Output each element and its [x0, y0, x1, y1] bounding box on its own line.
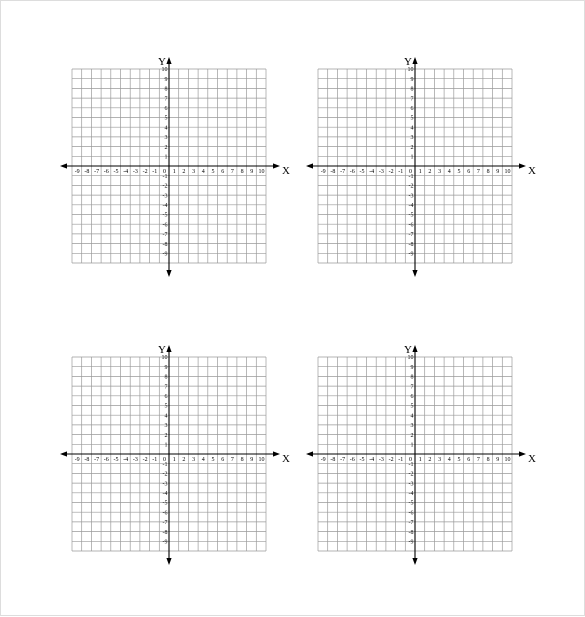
coordinate-grid-2	[306, 56, 536, 277]
x-tick-label: -8	[330, 169, 336, 175]
x-tick-label: 6	[467, 457, 471, 463]
y-tick-label: 4	[410, 413, 414, 420]
x-tick-label: -3	[378, 457, 384, 463]
y-tick-label: -6	[408, 222, 414, 229]
x-axis-arrow-left-icon	[60, 451, 67, 456]
x-tick-label: -7	[340, 169, 346, 175]
x-axis-arrow-right-icon	[273, 163, 280, 168]
x-tick-label: 0	[163, 169, 166, 175]
x-tick-label: -8	[84, 169, 90, 175]
x-tick-label: -2	[142, 169, 148, 175]
x-tick-label: -4	[123, 169, 129, 175]
x-tick-label: 9	[250, 457, 254, 463]
x-axis-arrow-left-icon	[306, 451, 313, 456]
x-tick-label: -9	[74, 457, 80, 463]
y-tick-label: 7	[410, 96, 414, 103]
y-tick-label: -4	[408, 203, 414, 209]
y-tick-label: 8	[164, 86, 168, 93]
y-tick-label: 3	[164, 423, 168, 430]
y-axis-arrow-up-icon	[412, 345, 417, 352]
x-tick-label: -8	[84, 457, 90, 463]
y-axis-arrow-down-icon	[412, 270, 417, 277]
x-tick-label: 4	[201, 169, 205, 175]
y-tick-label: -8	[408, 529, 414, 536]
x-axis-label: X	[282, 165, 290, 177]
x-tick-label: 8	[240, 457, 244, 463]
x-tick-label: 3	[192, 457, 196, 463]
x-tick-label: -1	[398, 457, 404, 463]
x-axis-arrow-right-icon	[519, 163, 526, 168]
x-tick-label: 10	[504, 457, 511, 463]
y-tick-label: -3	[162, 481, 168, 488]
y-tick-label: -6	[162, 222, 168, 229]
x-tick-label: 10	[258, 457, 265, 463]
x-tick-label: 5	[457, 169, 461, 175]
y-tick-label: 6	[164, 106, 168, 112]
x-tick-label: -8	[330, 457, 336, 463]
x-tick-label: 8	[240, 169, 244, 175]
x-tick-label: 7	[230, 457, 234, 463]
y-axis-arrow-down-icon	[166, 558, 171, 565]
y-tick-label: -9	[162, 539, 168, 546]
x-tick-label: 5	[211, 457, 215, 463]
x-tick-label: 8	[486, 457, 490, 463]
x-tick-label: -2	[388, 457, 394, 463]
y-tick-label: 10	[407, 67, 414, 74]
y-tick-label: 1	[164, 442, 168, 449]
y-tick-label: -8	[162, 529, 168, 536]
y-axis-label: Y	[158, 56, 166, 68]
x-tick-label: -9	[320, 169, 326, 175]
y-tick-label: 5	[410, 403, 414, 410]
y-tick-label: 7	[164, 96, 168, 103]
y-tick-label: 3	[410, 423, 414, 430]
y-tick-label: 9	[164, 76, 168, 83]
coordinate-grid-3	[60, 344, 290, 565]
x-tick-label: -5	[359, 169, 365, 175]
x-tick-label: -3	[132, 169, 138, 175]
x-tick-label: -4	[123, 457, 129, 463]
y-tick-label: 4	[410, 125, 414, 132]
y-axis-arrow-up-icon	[166, 345, 171, 352]
x-tick-label: 4	[201, 457, 205, 463]
y-axis-label: Y	[404, 344, 412, 356]
y-tick-label: 7	[410, 384, 414, 391]
x-tick-label: -2	[388, 169, 394, 175]
x-tick-label: -7	[340, 457, 346, 463]
y-tick-label: 2	[410, 144, 414, 151]
y-tick-label: 5	[164, 403, 168, 410]
x-tick-label: -5	[113, 169, 119, 175]
y-tick-label: 7	[164, 384, 168, 391]
y-axis-arrow-down-icon	[166, 270, 171, 277]
y-tick-label: -1	[408, 461, 414, 468]
x-tick-label: 1	[418, 169, 422, 175]
x-tick-label: -2	[142, 457, 148, 463]
x-tick-label: -9	[74, 169, 80, 175]
x-tick-label: 6	[221, 169, 225, 175]
y-tick-label: -2	[408, 471, 414, 478]
x-tick-label: 1	[418, 457, 422, 463]
x-axis-label: X	[528, 453, 536, 465]
y-axis-label: Y	[158, 344, 166, 356]
y-tick-label: -5	[408, 212, 414, 219]
x-tick-label: 4	[447, 457, 451, 463]
y-tick-label: 6	[410, 106, 414, 112]
y-tick-label: -4	[162, 203, 168, 209]
x-tick-label: 7	[476, 457, 480, 463]
x-tick-label: 7	[476, 169, 480, 175]
y-tick-label: -5	[408, 500, 414, 507]
x-axis-arrow-right-icon	[519, 451, 526, 456]
y-tick-label: 1	[410, 442, 414, 449]
y-tick-label: 5	[164, 115, 168, 122]
y-tick-label: -7	[162, 232, 168, 239]
x-tick-label: -4	[369, 457, 375, 463]
y-tick-label: 8	[410, 374, 414, 381]
y-tick-label: -6	[408, 510, 414, 517]
x-tick-label: 3	[192, 169, 196, 175]
y-axis-arrow-up-icon	[166, 57, 171, 64]
x-tick-label: -6	[349, 169, 355, 175]
x-tick-label: -6	[349, 457, 355, 463]
x-tick-label: 2	[428, 457, 432, 463]
x-axis-arrow-right-icon	[273, 451, 280, 456]
x-tick-label: 10	[258, 169, 265, 175]
y-axis-arrow-up-icon	[412, 57, 417, 64]
y-tick-label: -2	[162, 183, 168, 190]
y-tick-label: -7	[408, 520, 414, 527]
y-tick-label: 8	[410, 86, 414, 93]
x-tick-label: -3	[132, 457, 138, 463]
y-tick-label: -5	[162, 212, 168, 219]
x-axis-arrow-left-icon	[60, 163, 67, 168]
y-tick-label: -7	[162, 520, 168, 527]
x-tick-label: -9	[320, 457, 326, 463]
y-tick-label: 4	[164, 125, 168, 132]
y-tick-label: 6	[164, 394, 168, 400]
y-tick-label: -8	[162, 241, 168, 248]
x-tick-label: 2	[182, 169, 186, 175]
y-tick-label: -1	[162, 461, 168, 468]
x-tick-label: 3	[438, 169, 442, 175]
x-tick-label: -4	[369, 169, 375, 175]
y-tick-label: -3	[162, 193, 168, 200]
y-axis-arrow-down-icon	[412, 558, 417, 565]
x-tick-label: 1	[172, 457, 176, 463]
y-tick-label: 4	[164, 413, 168, 420]
x-tick-label: -3	[378, 169, 384, 175]
y-tick-label: -4	[162, 491, 168, 497]
x-tick-label: -1	[398, 169, 404, 175]
y-tick-label: -5	[162, 500, 168, 507]
x-tick-label: 0	[409, 457, 412, 463]
y-tick-label: -8	[408, 241, 414, 248]
x-tick-label: -1	[152, 169, 158, 175]
x-tick-label: -1	[152, 457, 158, 463]
y-tick-label: 3	[164, 135, 168, 142]
x-tick-label: 0	[163, 457, 166, 463]
graph-paper-canvas	[1, 1, 585, 617]
x-tick-label: 9	[250, 169, 254, 175]
x-tick-label: -5	[359, 457, 365, 463]
x-axis-label: X	[282, 453, 290, 465]
coordinate-grid-4	[306, 344, 536, 565]
coordinate-grid-1	[60, 56, 290, 277]
x-tick-label: -6	[103, 457, 109, 463]
x-tick-label: 5	[457, 457, 461, 463]
y-tick-label: 6	[410, 394, 414, 400]
y-tick-label: 9	[410, 364, 414, 371]
y-tick-label: -2	[162, 471, 168, 478]
y-tick-label: 9	[164, 364, 168, 371]
x-tick-label: 7	[230, 169, 234, 175]
y-tick-label: 1	[410, 154, 414, 161]
x-axis-arrow-left-icon	[306, 163, 313, 168]
y-tick-label: -4	[408, 491, 414, 497]
y-tick-label: 3	[410, 135, 414, 142]
x-tick-label: -7	[94, 169, 100, 175]
x-tick-label: 2	[182, 457, 186, 463]
x-tick-label: -5	[113, 457, 119, 463]
y-tick-label: 10	[407, 355, 414, 362]
y-tick-label: -3	[408, 481, 414, 488]
y-tick-label: -1	[408, 173, 414, 180]
x-tick-label: 9	[496, 169, 500, 175]
y-tick-label: 2	[164, 144, 168, 151]
x-tick-label: 1	[172, 169, 176, 175]
x-tick-label: -7	[94, 457, 100, 463]
y-tick-label: -9	[408, 539, 414, 546]
y-tick-label: -2	[408, 183, 414, 190]
y-tick-label: 2	[410, 432, 414, 439]
y-tick-label: 10	[161, 355, 168, 362]
x-tick-label: 6	[467, 169, 471, 175]
y-tick-label: 1	[164, 154, 168, 161]
y-tick-label: -6	[162, 510, 168, 517]
y-tick-label: -9	[408, 251, 414, 258]
y-axis-label: Y	[404, 56, 412, 68]
x-axis-label: X	[528, 165, 536, 177]
x-tick-label: 0	[409, 169, 412, 175]
x-tick-label: 4	[447, 169, 451, 175]
x-tick-label: 10	[504, 169, 511, 175]
y-tick-label: 2	[164, 432, 168, 439]
x-tick-label: 8	[486, 169, 490, 175]
y-tick-label: -9	[162, 251, 168, 258]
y-tick-label: 10	[161, 67, 168, 74]
x-tick-label: 6	[221, 457, 225, 463]
y-tick-label: 5	[410, 115, 414, 122]
y-tick-label: -1	[162, 173, 168, 180]
x-tick-label: -6	[103, 169, 109, 175]
x-tick-label: 5	[211, 169, 215, 175]
y-tick-label: 8	[164, 374, 168, 381]
x-tick-label: 9	[496, 457, 500, 463]
y-tick-label: 9	[410, 76, 414, 83]
x-tick-label: 3	[438, 457, 442, 463]
y-tick-label: -7	[408, 232, 414, 239]
y-tick-label: -3	[408, 193, 414, 200]
x-tick-label: 2	[428, 169, 432, 175]
